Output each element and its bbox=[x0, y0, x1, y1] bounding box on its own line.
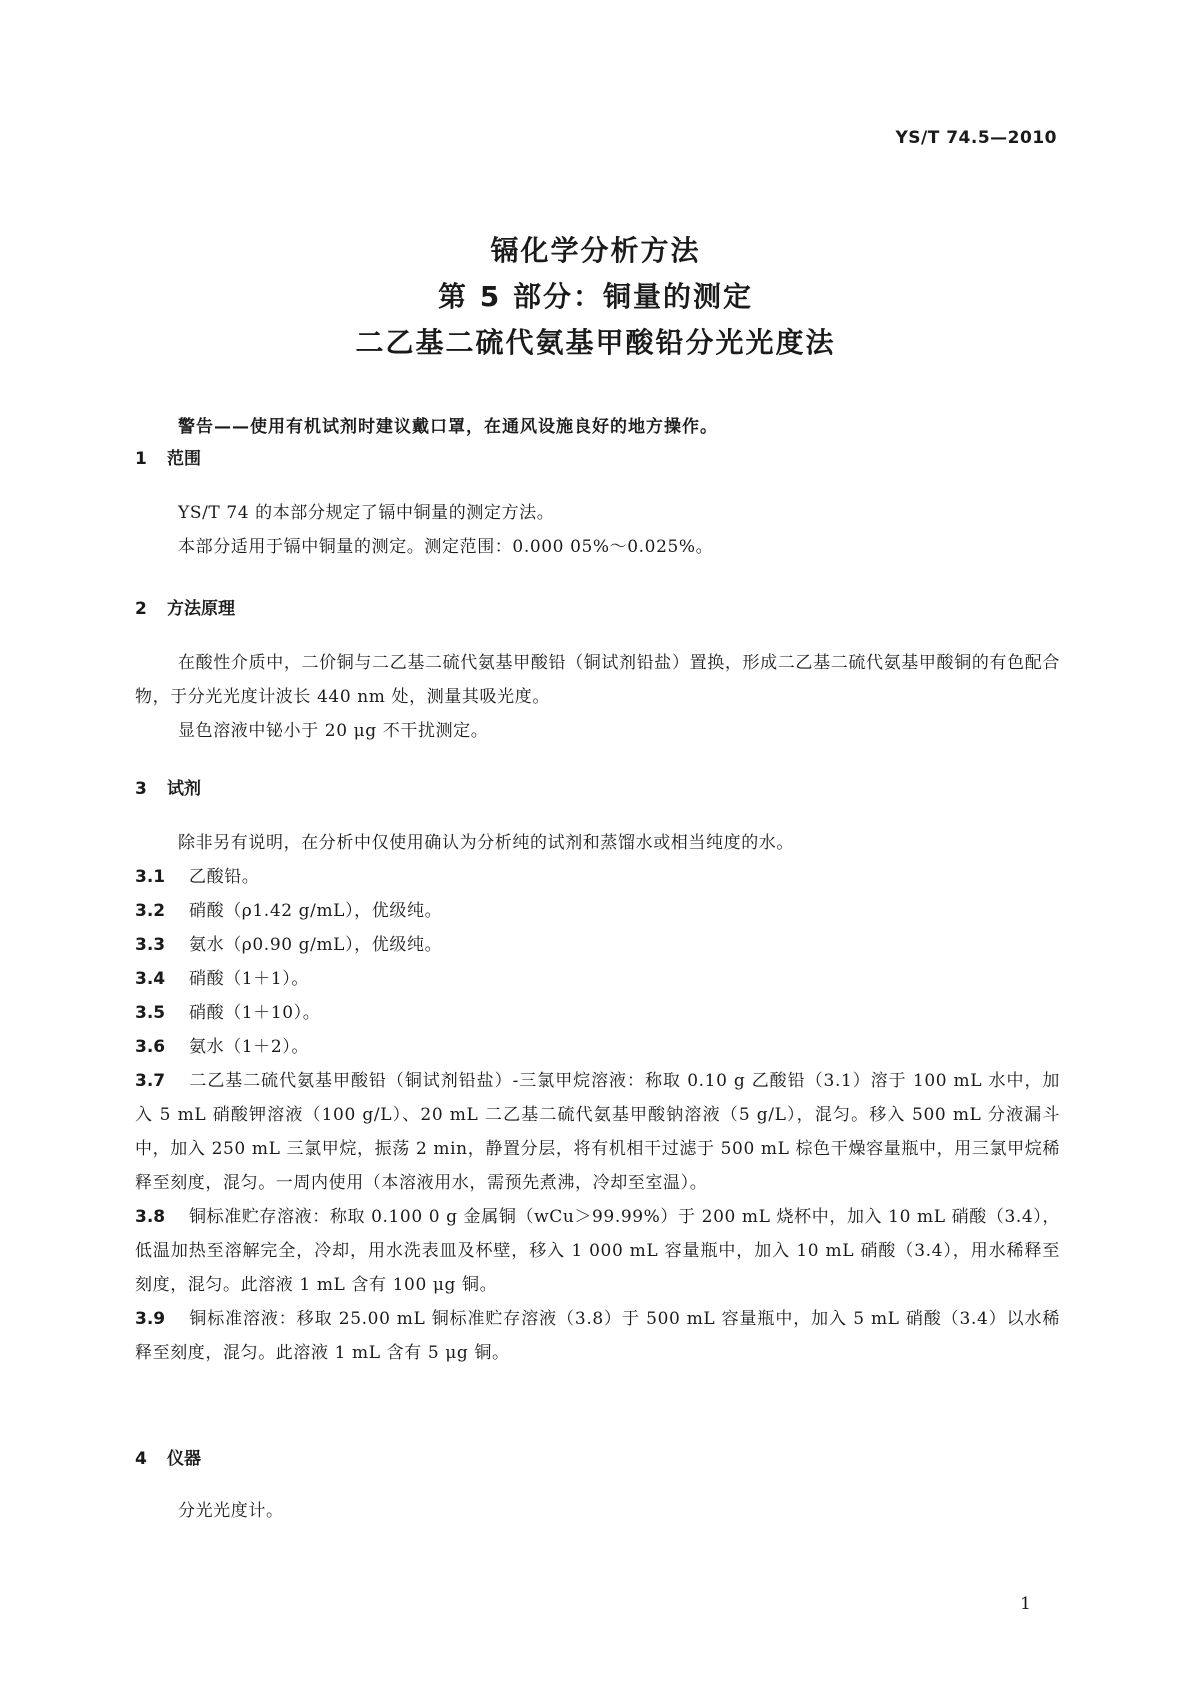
item-text: 铜标准溶液：移取 25.00 mL 铜标准贮存溶液（3.8）于 500 mL 容量瓶中，加入 5 mL 硝酸（3.4）以水稀释至刻度，混匀。此溶液 1 mL 含有 5 μg 铜。 bbox=[135, 1309, 1060, 1363]
item-text: 乙酸铅。 bbox=[189, 867, 260, 887]
reagent-item-3-9 bbox=[135, 1302, 1060, 1370]
reagent-item-3-3 bbox=[135, 928, 1060, 962]
section-number: 1 bbox=[135, 449, 147, 469]
item-text: 氨水（1＋2）。 bbox=[189, 1037, 309, 1057]
reagent-item-3-5 bbox=[135, 996, 1060, 1030]
item-text: 铜标准贮存溶液：称取 0.100 0 g 金属铜（wCu＞99.99%）于 200 mL 烧杯中，加入 10 mL 硝酸（3.4），低温加热至溶解完全，冷却，用水洗表皿及杯壁，移入 1 000 mL 容量瓶中，加入 10 mL 硝酸（3.4），用水稀释至刻度，混匀。此溶液 1 mL 含有 100 μg 铜。 bbox=[135, 1207, 1060, 1295]
title-line-2: 第 5 部分：铜量的测定 bbox=[438, 280, 753, 313]
section-3-intro: 除非另有说明，在分析中仅使用确认为分析纯的试剂和蒸馏水或相当纯度的水。 bbox=[178, 833, 794, 853]
item-number: 3.6 bbox=[135, 1037, 166, 1057]
section-2-paragraph-1: 在酸性介质中，二价铜与二乙基二硫代氨基甲酸铅（铜试剂铅盐）置换，形成二乙基二硫代氨基甲酸铜的有色配合物，于分光光度计波长 440 nm 处，测量其吸光度。 bbox=[135, 653, 1060, 707]
document-title bbox=[0, 228, 1191, 366]
standard-number: YS/T 74.5—2010 bbox=[895, 128, 1057, 148]
item-text: 二乙基二硫代氨基甲酸铅（铜试剂铅盐）-三氯甲烷溶液：称取 0.10 g 乙酸铅（3.1）溶于 100 mL 水中，加入 5 mL 硝酸钾溶液（100 g/L）、20 mL 二乙基二硫代氨基甲酸钠溶液（5 g/L），混匀。移入 500 mL 分液漏斗中，加入 250 mL 三氯甲烷，振荡 2 min，静置分层，将有机相干过滤于 500 mL 棕色干燥容量瓶中，用三氯甲烷稀释至刻度，混匀。一周内使用（本溶液用水，需预先煮沸，冷却至室温）。 bbox=[135, 1071, 1060, 1193]
section-4-heading bbox=[135, 1444, 201, 1469]
section-number: 4 bbox=[135, 1449, 147, 1469]
reagent-item-3-2 bbox=[135, 894, 1060, 928]
title-line-1: 镉化学分析方法 bbox=[490, 234, 701, 267]
section-1-paragraph-2: 本部分适用于镉中铜量的测定。测定范围：0.000 05%～0.025%。 bbox=[178, 537, 714, 557]
section-1-paragraph-1: YS/T 74 的本部分规定了镉中铜量的测定方法。 bbox=[178, 503, 555, 523]
section-title: 仪器 bbox=[167, 1449, 201, 1469]
item-number: 3.8 bbox=[135, 1207, 166, 1227]
title-line-3: 二乙基二硫代氨基甲酸铅分光光度法 bbox=[355, 326, 836, 359]
section-number: 3 bbox=[135, 779, 147, 799]
item-text: 氨水（ρ0.90 g/mL），优级纯。 bbox=[189, 935, 443, 955]
reagent-item-3-6 bbox=[135, 1030, 1060, 1064]
item-number: 3.5 bbox=[135, 1003, 166, 1023]
item-text: 硝酸（1＋10）。 bbox=[189, 1003, 321, 1023]
item-text: 硝酸（ρ1.42 g/mL），优级纯。 bbox=[189, 901, 443, 921]
section-title: 试剂 bbox=[167, 779, 201, 799]
reagent-item-3-4 bbox=[135, 962, 1060, 996]
item-text: 硝酸（1＋1）。 bbox=[189, 969, 309, 989]
section-2-heading bbox=[135, 594, 235, 619]
section-number: 2 bbox=[135, 599, 147, 619]
reagent-item-3-1 bbox=[135, 860, 1060, 894]
reagent-item-3-8 bbox=[135, 1200, 1060, 1302]
section-1-heading bbox=[135, 444, 201, 469]
item-number: 3.9 bbox=[135, 1309, 166, 1329]
section-title: 范围 bbox=[167, 449, 201, 469]
item-number: 3.3 bbox=[135, 935, 166, 955]
item-number: 3.2 bbox=[135, 901, 166, 921]
section-4-paragraph-1: 分光光度计。 bbox=[178, 1501, 284, 1521]
section-3-heading bbox=[135, 774, 201, 799]
warning-notice: 警告——使用有机试剂时建议戴口罩，在通风设施良好的地方操作。 bbox=[178, 417, 718, 437]
item-number: 3.1 bbox=[135, 867, 166, 887]
section-title: 方法原理 bbox=[167, 599, 235, 619]
page-number: 1 bbox=[1020, 1594, 1031, 1614]
item-number: 3.7 bbox=[135, 1071, 166, 1091]
section-2-paragraph-2: 显色溶液中铋小于 20 μg 不干扰测定。 bbox=[178, 721, 489, 741]
reagent-item-3-7 bbox=[135, 1064, 1060, 1200]
item-number: 3.4 bbox=[135, 969, 166, 989]
